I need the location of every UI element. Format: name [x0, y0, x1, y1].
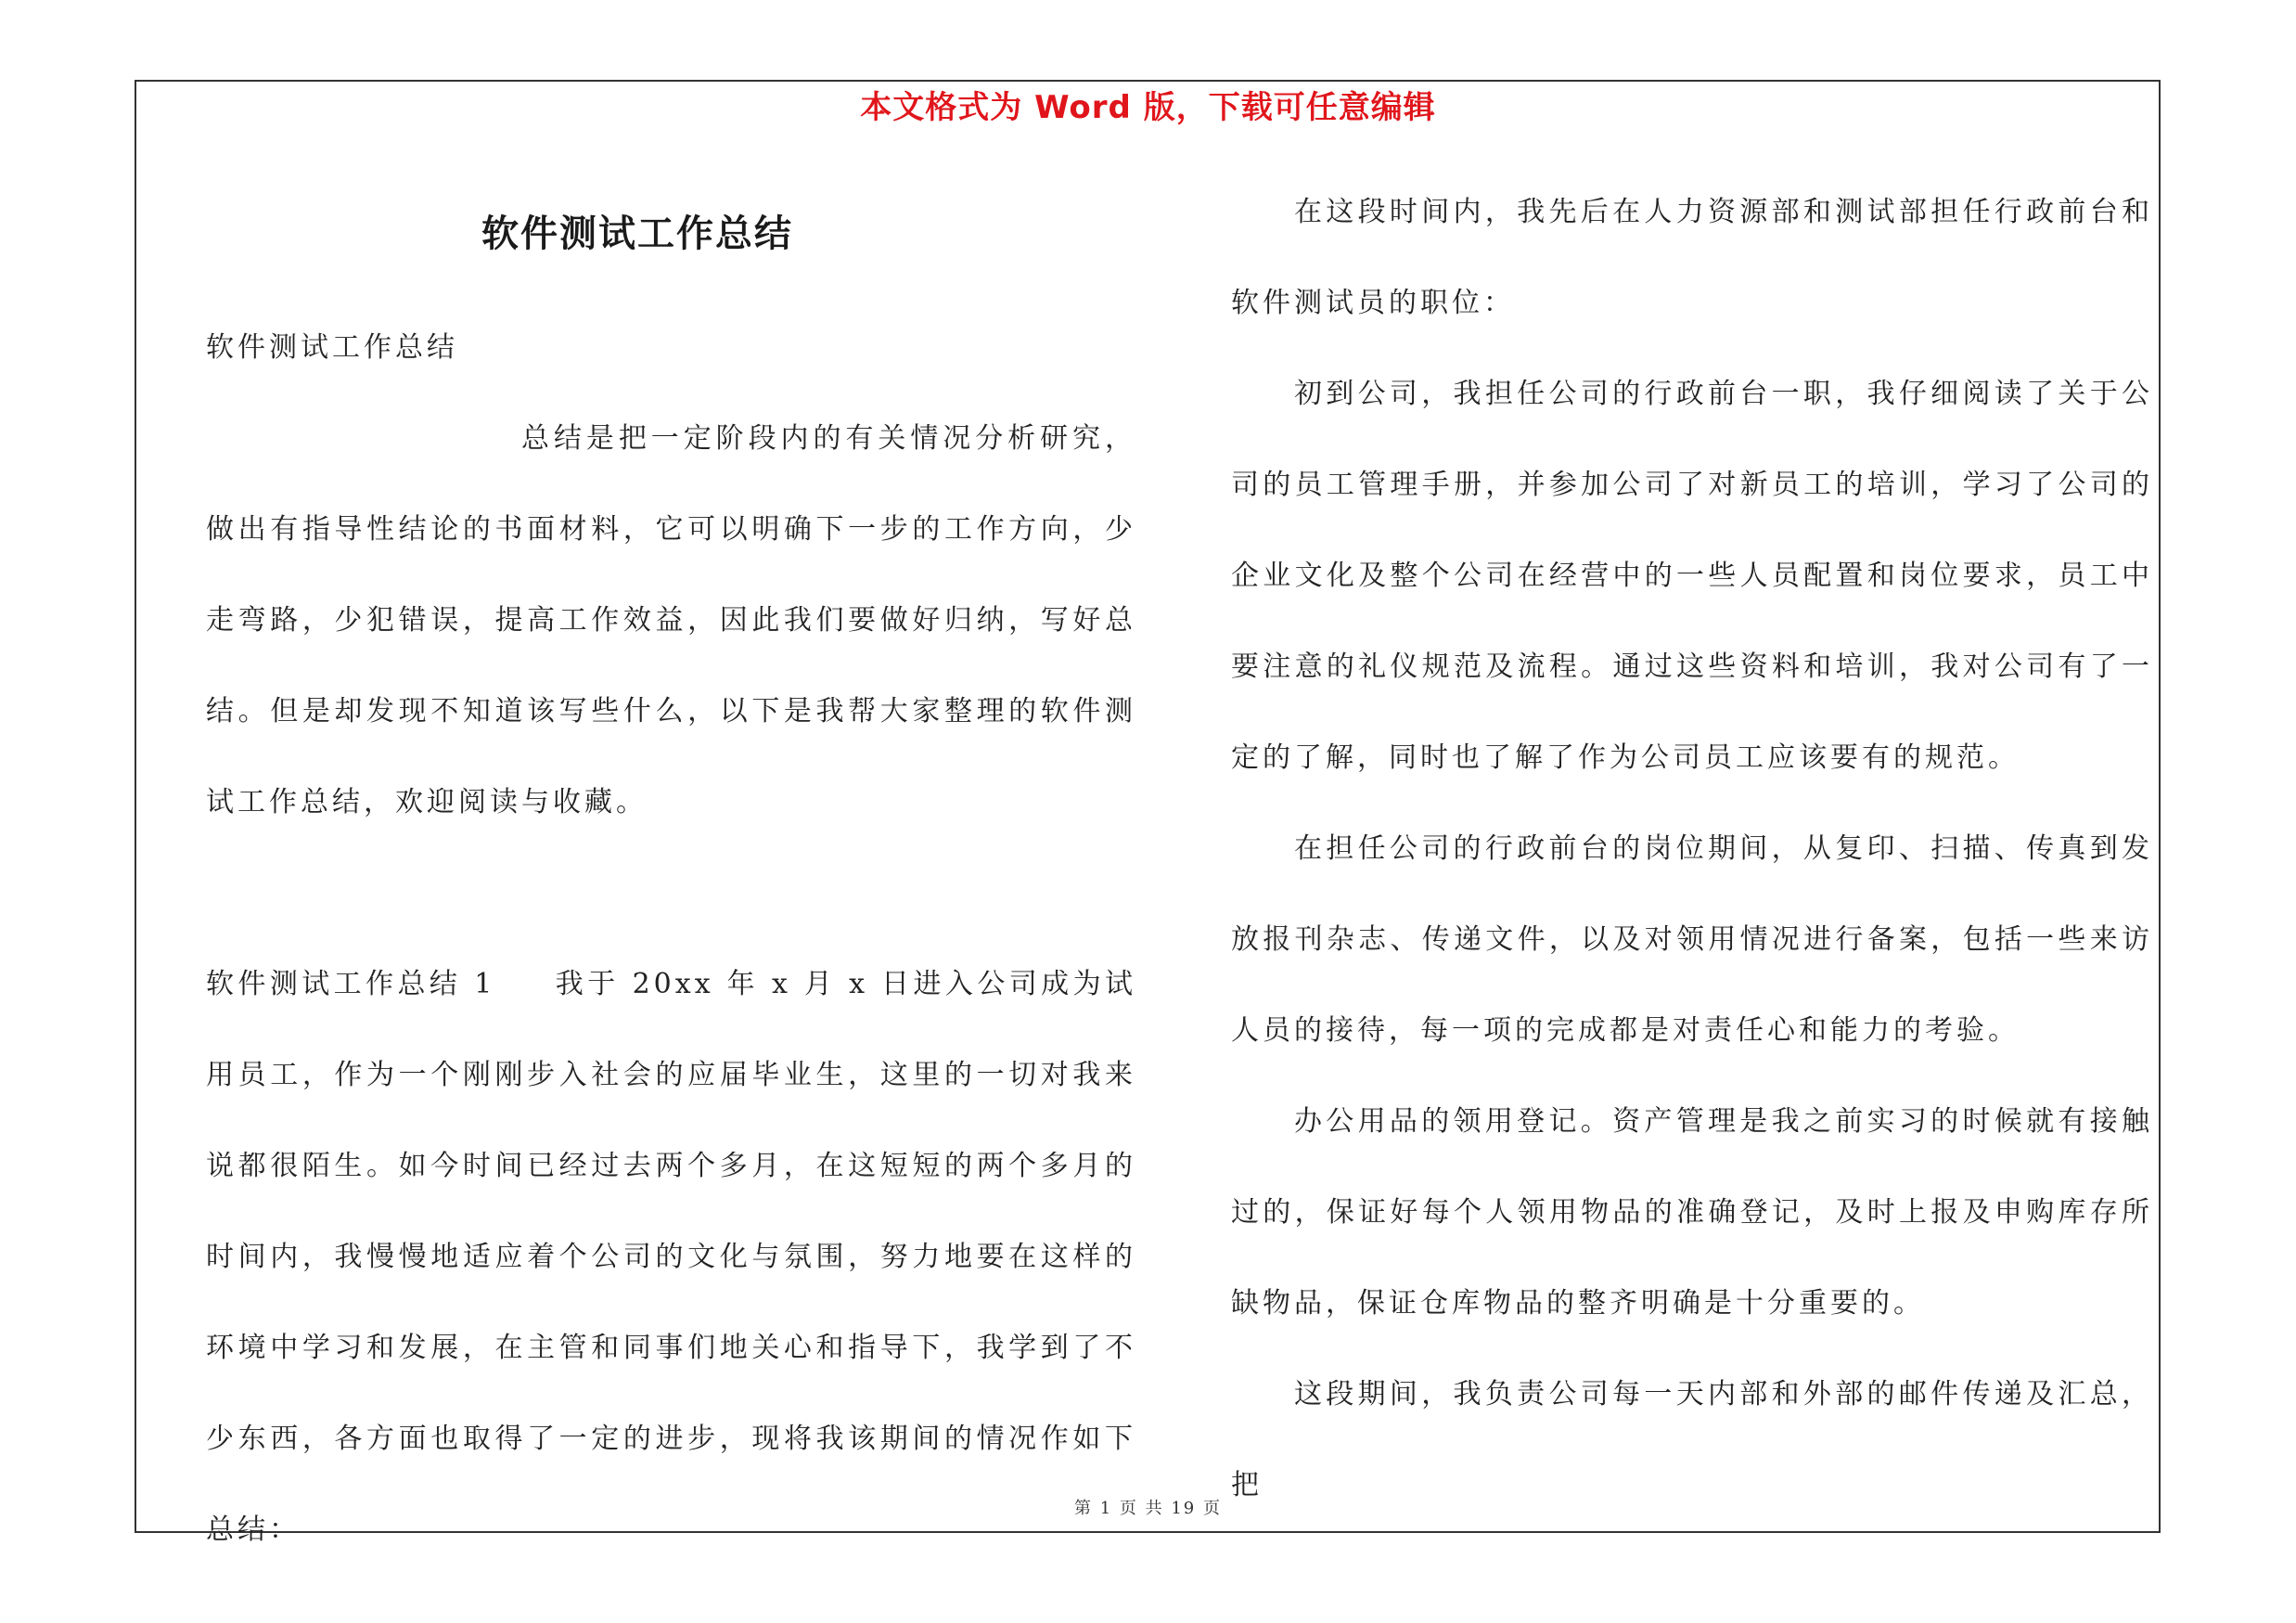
body-paragraph: 这段期间，我负责公司每一天内部和外部的邮件传递及汇总，把 [1231, 1378, 2153, 1501]
section-heading: 软件测试工作总结 1 [206, 968, 496, 1000]
section-1-text: 我于 20xx 年 x 月 x 日进入公司成为试用员工，作为一个刚刚步入社会的应届毕业生，这里的一切对我来说都很陌生。如今时间已经过去两个多月，在这短短的两个多月的时间内，我慢慢地适应着个公司的文化与氛围，努力地要在这样的环境中学习和发展，在主管和同事们地关心和指导下，我学到了不少东西，各方面也取得了一定的进步，现将我该期间的情况作如下总结： [206, 968, 1136, 1546]
page-number-footer: 第 1 页 共 19 页 [1074, 1499, 1222, 1518]
document-title: 软件测试工作总结 [481, 213, 793, 255]
body-paragraph: 在担任公司的行政前台的岗位期间，从复印、扫描、传真到发放报刊杂志、传递文件，以及对领用情况进行备案，包括一些来访人员的接待，每一项的完成都是对责任心和能力的考验。 [1231, 832, 2153, 1047]
format-notice-banner: 本文格式为 Word 版，下载可任意编辑 [860, 89, 1436, 126]
intro-paragraph: 总结是把一定阶段内的有关情况分析研究，做出有指导性结论的书面材料，它可以明确下一步的工作方向，少走弯路，少犯错误，提高工作效益，因此我们要做好归纳，写好总结。但是却发现不知道该写些什么，以下是我帮大家整理的软件测试工作总结，欢迎阅读与收藏。 [206, 422, 1136, 818]
section-1-paragraph [206, 939, 1136, 1576]
left-column [206, 0, 1136, 1576]
body-paragraph: 在这段时间内，我先后在人力资源部和测试部担任行政前台和软件测试员的职位： [1231, 196, 2153, 319]
subtitle: 软件测试工作总结 [206, 331, 458, 364]
body-paragraph: 办公用品的领用登记。资产管理是我之前实习的时候就有接触过的，保证好每个人领用物品的准确登记，及时上报及申购库存所缺物品，保证仓库物品的整齐明确是十分重要的。 [1231, 1105, 2153, 1320]
right-column [1231, 0, 2153, 1531]
body-paragraph: 初到公司，我担任公司的行政前台一职，我仔细阅读了关于公司的员工管理手册，并参加公司了对新员工的培训，学习了公司的企业文化及整个公司在经营中的一些人员配置和岗位要求，员工中要注意的礼仪规范及流程。通过这些资料和培训，我对公司有了一定的了解，同时也了解了作为公司员工应该要有的规范。 [1231, 378, 2153, 774]
